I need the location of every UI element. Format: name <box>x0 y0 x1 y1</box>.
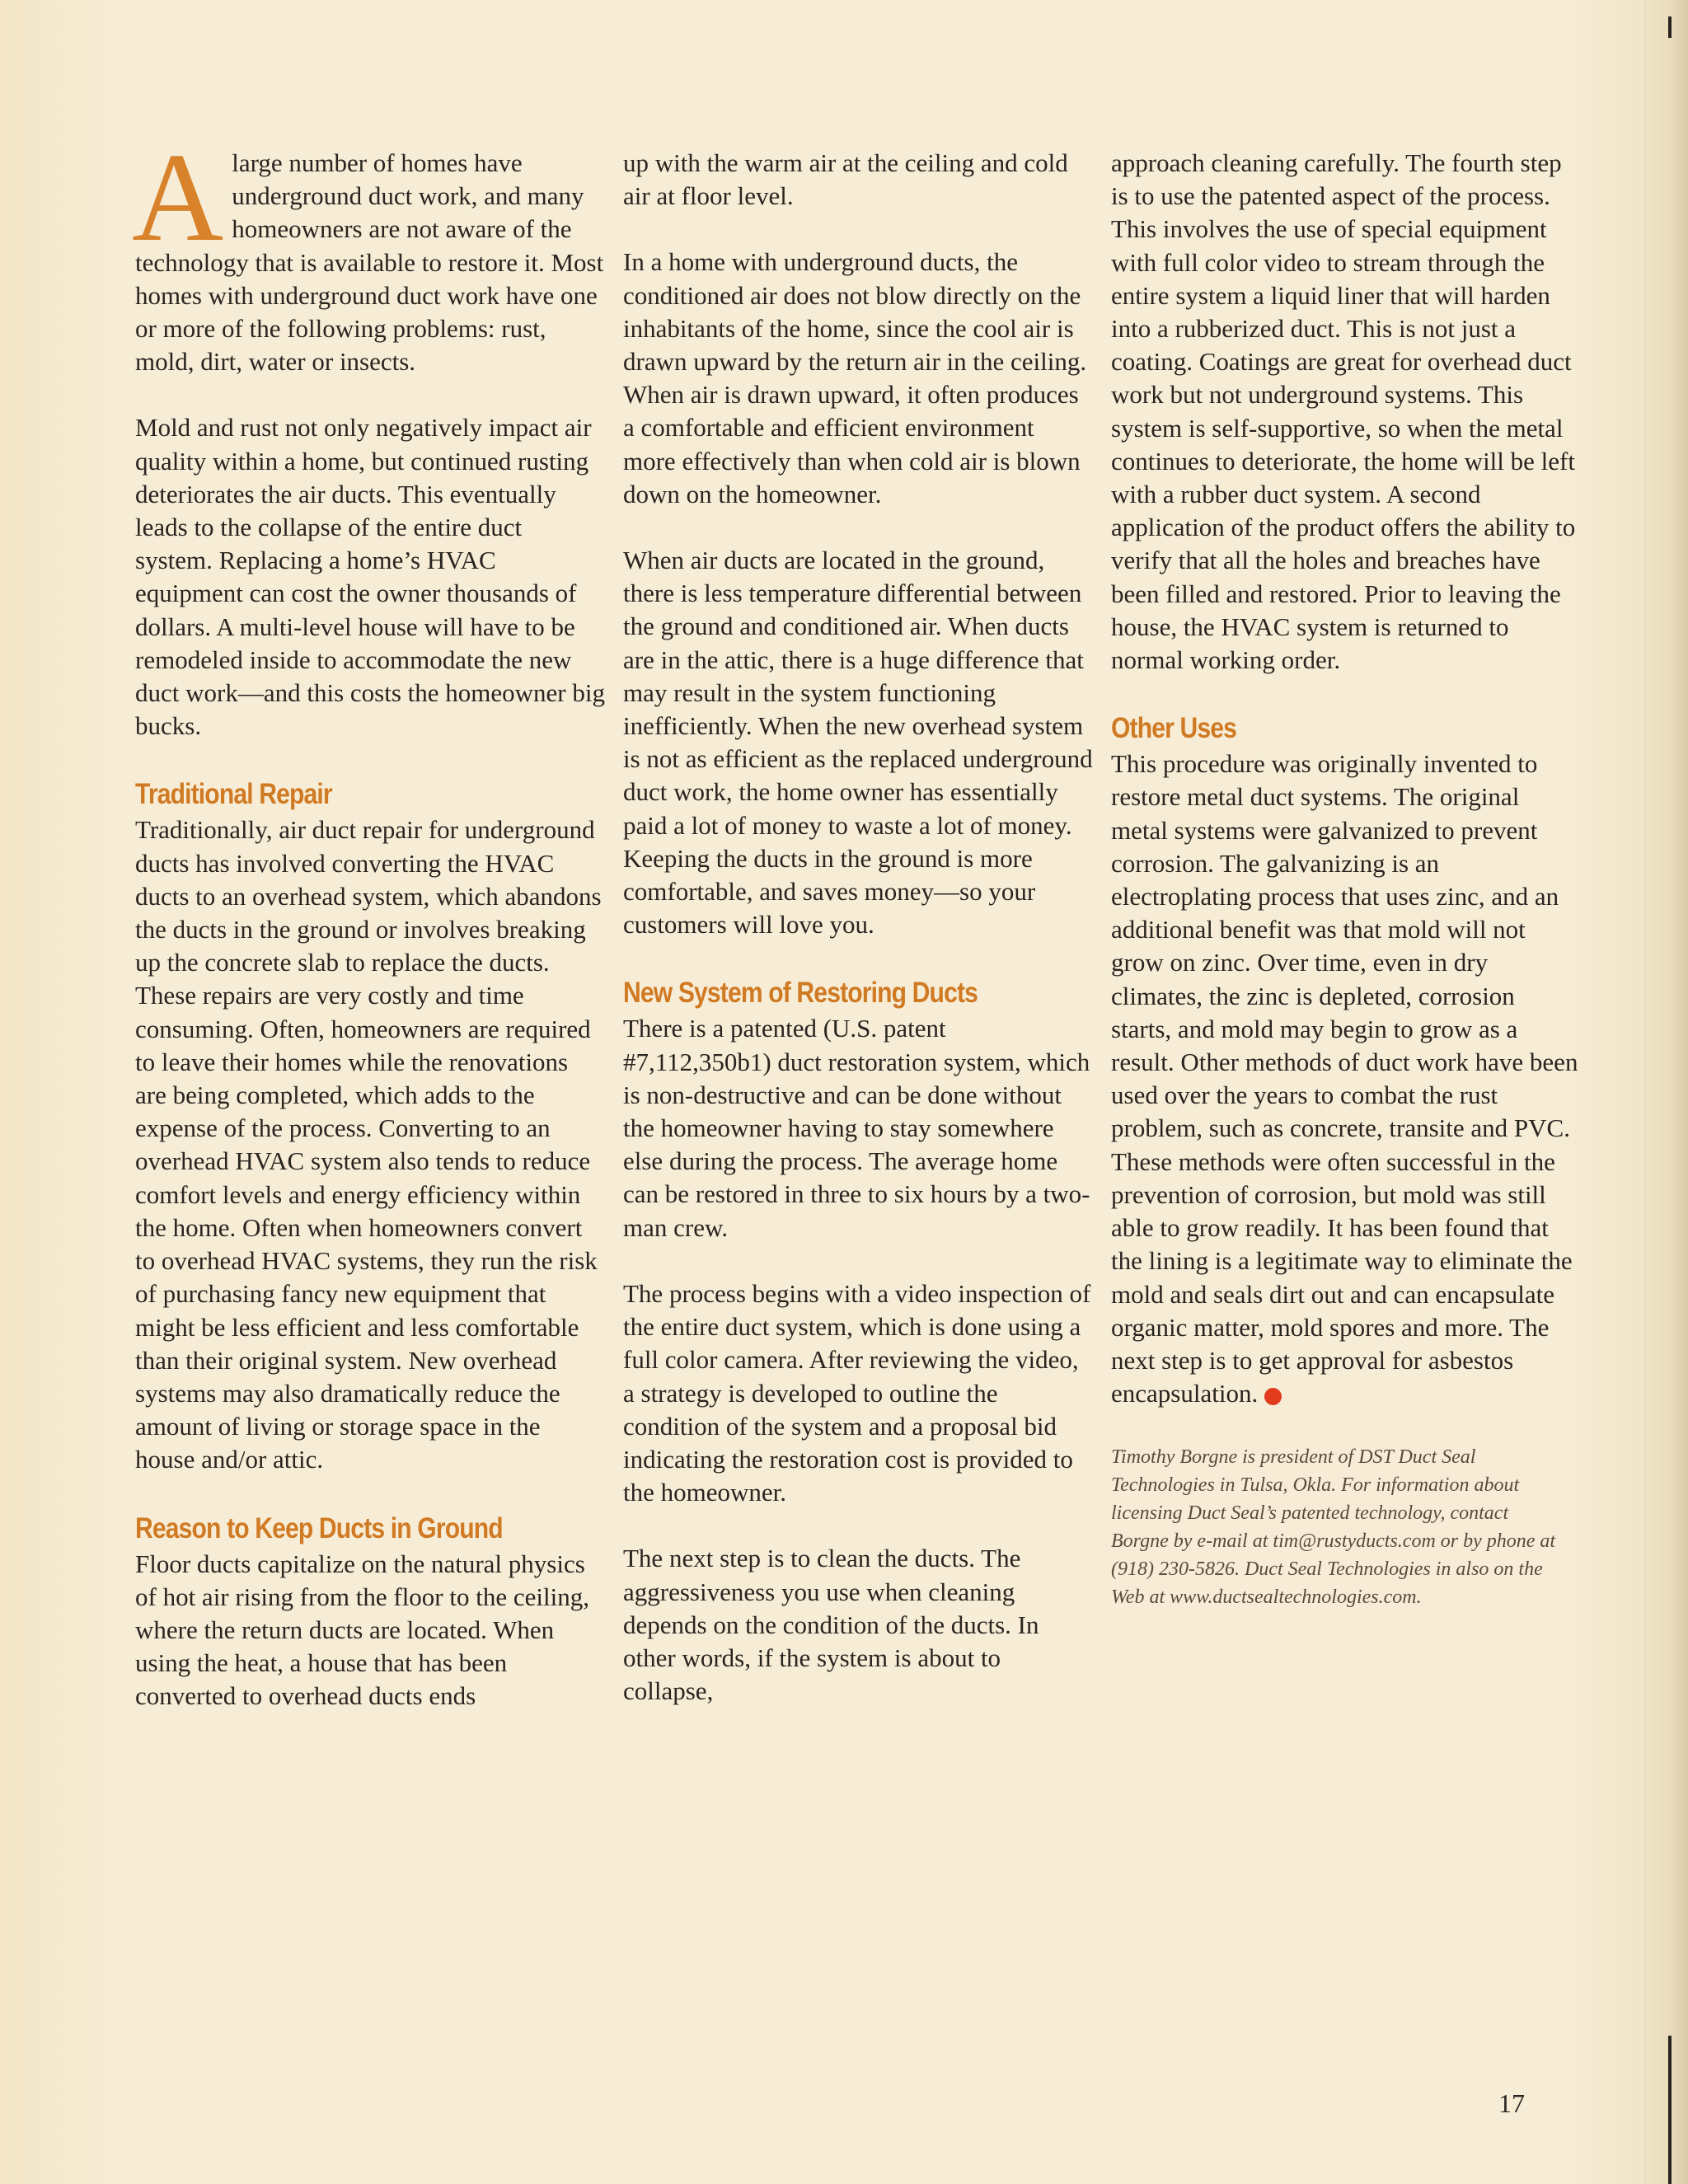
body-paragraph: In a home with underground ducts, the conditioned air does not blow directly on the inhabitants of the home, since the cool air is drawn upward by the return air in the ceiling. When air is drawn upward, it often produces a comfortable and efficient environment more effectively than when cold air is blown down on the homeowner. <box>623 247 1087 509</box>
page-number: 17 <box>1498 2088 1525 2118</box>
body-paragraph: There is a patented (U.S. patent #7,112,350b1) duct restoration system, which is non-destructive and can be done without the homeowner having to stay somewhere else during the process. The average home can be restored in three to six hours by a two-man crew. <box>623 1014 1090 1242</box>
body-paragraph: up with the warm air at the ceiling and cold air at floor level. <box>623 148 1068 211</box>
section-heading-other-uses: Other Uses <box>1111 712 1237 745</box>
end-of-article-bullet <box>1264 1388 1282 1405</box>
section-heading-traditional-repair: Traditional Repair <box>135 778 332 811</box>
body-paragraph: The process begins with a video inspection of the entire duct system, which is done using a full color camera. After reviewing the video, a strategy is developed to outline the condition of the system and a proposal bid indicating the restoration cost is provided to the homeowner. <box>623 1278 1091 1507</box>
section-heading-reason-to-keep-ducts: Reason to Keep Ducts in Ground <box>135 1511 503 1544</box>
edge-mark <box>1668 2036 1672 2184</box>
body-paragraph: Floor ducts capitalize on the natural physics of hot air rising from the floor to the ceiling, where the return ducts are located. When using the heat, a house that has been converted to overhead ducts ends <box>135 1549 589 1711</box>
drop-cap: A <box>132 128 224 268</box>
section-heading-new-system: New System of Restoring Ducts <box>623 977 978 1010</box>
body-paragraph: Mold and rust not only negatively impact air quality within a home, but continued rusting deteriorates the air ducts. This eventually leads to the collapse of the entire duct system. Replacing a home’s HVAC equipment can cost the owner thousands of dollars. A multi-level house will have to be remodeled inside to accommodate the new duct work—and this costs the homeowner big bucks. <box>135 413 605 741</box>
closing-paragraph: This procedure was originally invented to restore metal duct systems. The original metal systems were galvanized to prevent corrosion. The galvanizing is an electroplating process that uses zinc, and an additional benefit was that mold will not grow on zinc. Over time, even in dry climates, the zinc is depleted, corrosion starts, and mold may begin to grow as a result. Other methods of duct work have been used over the years to combat the rust problem, such as concrete, transite and PVC. These methods were often successful in the prevention of corrosion, but mold was still able to grow readily. It has been found that the lining is a legitimate way to eliminate the mold and seals dirt out and can encapsulate organic matter, mold spores and more. The next step is to get approval for asbestos encapsulation. <box>1111 749 1578 1408</box>
body-paragraph: When air ducts are located in the ground, there is less temperature differential between the ground and conditioned air. When ducts are in the attic, there is a huge difference that may result in the system functioning inefficiently. When the new overhead system is not as efficient as the replaced underground duct work, the home owner has essentially paid a lot of money to waste a lot of money. Keeping the ducts in the ground is more comfortable, and saves money—so your customers will love you. <box>623 546 1093 940</box>
page-edge <box>1644 0 1688 2184</box>
intro-paragraph: Alarge number of homes have underground duct work, and many homeowners are not aware of the technology that is available to restore it. Most homes with underground duct work have one or more of the following problems: rust, mold, dirt, water or insects. <box>132 128 604 377</box>
article-column-2 <box>623 147 1093 1708</box>
author-bio: Timothy Borgne is president of DST Duct Seal Technologies in Tulsa, Okla. For information about licensing Duct Seal’s patented technology, contact Borgne by e-mail at tim@rustyducts.com or by phone at (918) 230-5826. Duct Seal Technologies in also on the Web at www.ductsealtechnologies.com. <box>1111 1446 1556 1609</box>
body-paragraph: approach cleaning carefully. The fourth step is to use the patented aspect of the process. This involves the use of special equipment with full color video to stream through the entire system a liquid liner that will harden into a rubberized duct. This is not just a coating. Coatings are great for overhead duct work but not underground systems. This system is self-supportive, so when the metal continues to deteriorate, the home will be left with a rubber duct system. A second application of the product offers the ability to verify that all the holes and breaches have been filled and restored. Prior to leaving the house, the HVAC system is returned to normal working order. <box>1111 148 1576 675</box>
body-paragraph: Traditionally, air duct repair for underground ducts has involved converting the HVAC ducts to an overhead system, which abandons the ducts in the ground or involves breaking up the concrete slab to replace the ducts. These repairs are very costly and time consuming. Often, homeowners are required to leave their homes while the renovations are being completed, which adds to the expense of the process. Converting to an overhead HVAC system also tends to reduce comfort levels and energy efficiency within the home. Often when homeowners convert to overhead HVAC systems, they run the risk of purchasing fancy new equipment that might be less efficient and less comfortable than their original system. New overhead systems may also dramatically reduce the amount of living or storage space in the house and/or attic. <box>135 815 602 1474</box>
article-column-1 <box>132 128 605 1713</box>
article-column-3 <box>1111 147 1581 1611</box>
edge-mark <box>1668 16 1672 38</box>
body-paragraph: The next step is to clean the ducts. The aggressiveness you use when cleaning depends on the condition of the ducts. In other words, if the system is about to collapse, <box>623 1544 1039 1706</box>
